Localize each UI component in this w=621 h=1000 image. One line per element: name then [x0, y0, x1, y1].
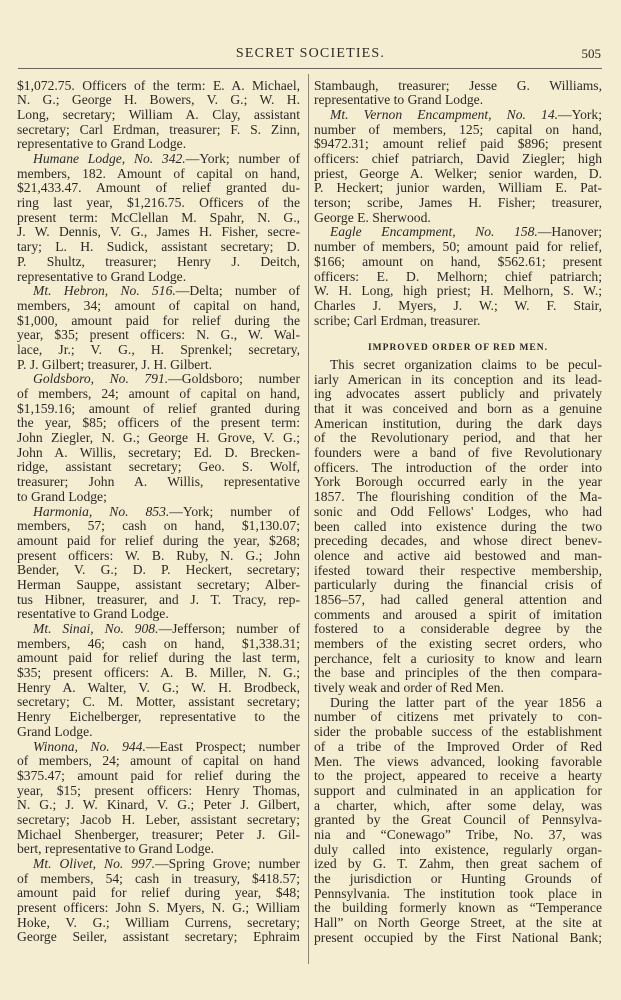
line-text: year, $15; present officers: Henry Thomas,	[17, 782, 300, 798]
text-line	[17, 842, 300, 857]
text-line	[17, 637, 300, 652]
line-text: Pennsylvania. The institution took place in	[314, 885, 602, 901]
page-number: 505	[581, 46, 601, 61]
line-text: sider the probable success of the establishment	[314, 724, 602, 740]
line-text: the jurisdiction or Hunting Grounds of	[314, 871, 602, 887]
line-text: $375.47; amount paid for relief during the	[17, 767, 300, 783]
line-text: P. J. Gilbert; treasurer, J. H. Gilbert.	[17, 356, 213, 372]
text-line	[314, 123, 602, 138]
line-text: comments and aroused a spirit of imitation	[314, 606, 602, 622]
text-line	[314, 681, 602, 696]
text-line	[314, 225, 602, 240]
line-text: sonic and Odd Fellows' Lodges, who had	[314, 503, 602, 519]
line-text: the base and principles of the then compara-	[314, 665, 602, 681]
line-text: iarly American in its conception and its lead-	[314, 371, 602, 387]
text-line	[17, 886, 300, 901]
line-text: J. W. Dennis, V. G., James H. Fisher, secre-	[17, 224, 300, 240]
text-line	[17, 416, 300, 431]
text-line	[17, 446, 300, 461]
text-line	[314, 637, 602, 652]
text-line	[17, 108, 300, 123]
text-line	[17, 710, 300, 725]
line-text: preceding decades, and whose direct benev-	[314, 533, 602, 549]
line-text: of a tribe of the Improved Order of Red	[314, 738, 602, 754]
line-text: nia and “Conewago” Tribe, No. 37, was	[314, 826, 602, 842]
line-text: priest, George A. Welker; senior warden, D.	[314, 165, 602, 181]
line-text: officers: E. D. Melhorn; chief patriarch;	[314, 268, 602, 284]
line-text: $166; amount on hand, $562.61; present	[314, 253, 602, 269]
line-text: tus Hibner, treasurer, and J. T. Tracy, rep-	[17, 591, 300, 607]
line-text: number of members, 125; capital on hand,	[314, 121, 602, 137]
line-text: P. Heckert; junior warden, William E. Pat-	[314, 180, 602, 196]
line-text: present officers: John S. Myers, N. G.; William	[17, 900, 300, 916]
line-text: ring last year, $1,216.75. Officers of the	[17, 195, 300, 211]
line-text: of members, 24; amount of capital on hand,	[17, 386, 300, 402]
text-line	[17, 387, 300, 402]
line-text: members, 57; cash on hand, $1,130.07;	[17, 518, 300, 534]
line-text: resentative to Grand Lodge.	[17, 606, 169, 622]
text-line	[17, 490, 300, 505]
paragraph	[17, 284, 300, 372]
line-text: $21,433.47. Amount of relief granted du-	[17, 180, 300, 196]
text-line	[17, 270, 300, 285]
line-text: amount paid for relief during the year, $268;	[17, 532, 300, 548]
line-text: present term: McClellan M. Spahr, N. G.,	[17, 209, 300, 225]
text-line	[314, 520, 602, 535]
line-text: During the latter part of the year 1856 a	[330, 694, 602, 710]
right-column	[314, 79, 602, 946]
line-text: a charter, which, after some delay, was	[314, 797, 602, 813]
text-line	[314, 799, 602, 814]
paragraph	[17, 152, 300, 284]
line-text: amount paid for relief during the last term,	[17, 650, 300, 666]
line-text: of the Revolutionary period, and that her	[314, 430, 602, 446]
text-line	[17, 622, 300, 637]
line-text: ing advocates assert publicly and privately	[314, 386, 602, 402]
text-line	[17, 798, 300, 813]
entry-heading: Mt. Sinai, No. 908.	[33, 621, 159, 637]
text-line	[314, 931, 602, 946]
line-text: Charles J. Myers, J. W.; W. F. Stair,	[314, 297, 602, 313]
line-text: number of citizens met privately to con-	[314, 709, 602, 725]
text-line	[314, 314, 602, 329]
text-line	[17, 152, 300, 167]
line-text: ifested toward their respective membership,	[314, 562, 602, 578]
text-line	[314, 137, 602, 152]
line-text: members of the existing secret orders, who	[314, 636, 602, 652]
paragraph	[17, 372, 300, 504]
line-text: year, $35; present officers: N. G., W. Wal-	[17, 327, 300, 343]
line-text: —Spring Grove; number	[155, 856, 301, 872]
line-text: $1,072.75. Officers of the term: E. A. Michael,	[17, 77, 300, 93]
text-line	[314, 549, 602, 564]
entry-heading: Eagle Encampment, No. 158.	[330, 224, 538, 240]
text-line	[314, 696, 602, 711]
text-line	[17, 181, 300, 196]
text-line	[314, 446, 602, 461]
text-line	[314, 608, 602, 623]
line-text: York Borough occurred early in the year	[314, 474, 602, 490]
line-text: duly called into existence, regularly organ-	[314, 841, 602, 857]
text-line	[17, 784, 300, 799]
text-line	[17, 725, 300, 740]
line-text: representative to Grand Lodge.	[17, 268, 187, 284]
paragraph	[314, 79, 602, 108]
line-text: N. G.; George H. Bowers, V. G.; W. H.	[17, 92, 300, 108]
running-header-title: SECRET SOCIETIES.	[235, 46, 386, 61]
text-line	[314, 725, 602, 740]
text-line	[314, 490, 602, 505]
text-line	[314, 534, 602, 549]
line-text: John Ziegler, N. G.; George H. Grove, V. G.;	[17, 430, 300, 446]
text-line	[17, 754, 300, 769]
line-text: This secret organization claims to be pecul-	[330, 356, 602, 372]
line-text: particularly during the financial crisis of	[314, 577, 602, 593]
line-text: $1,000, amount paid for relief during the	[17, 312, 300, 328]
line-text: secretary; C. M. Motter, assistant secretary;	[17, 694, 300, 710]
line-text: Grand Lodge.	[17, 723, 93, 739]
text-line	[17, 475, 300, 490]
text-line	[314, 887, 602, 902]
text-line	[314, 872, 602, 887]
text-line	[314, 593, 602, 608]
line-text: representative to Grand Lodge.	[17, 136, 187, 152]
text-line	[17, 578, 300, 593]
line-text: representative to Grand Lodge.	[314, 92, 484, 108]
line-text: members, 182. Amount of capital on hand,	[17, 165, 300, 181]
line-text: John A. Willis, secretary; Ed. D. Brecken-	[17, 444, 300, 460]
text-line	[314, 373, 602, 388]
line-text: Herman Sauppe, assistant secretary; Alber-	[17, 576, 300, 592]
text-line	[17, 358, 300, 373]
text-line	[314, 710, 602, 725]
line-text: W. H. Long, high priest; H. Melhorn, S. W.;	[314, 283, 602, 299]
line-text: —Jefferson; number of	[158, 621, 301, 637]
text-line	[17, 563, 300, 578]
text-line	[17, 695, 300, 710]
line-text: George E. Sherwood.	[314, 209, 431, 225]
text-line	[17, 901, 300, 916]
line-text: of members, 24; amount of capital on hand	[17, 753, 300, 769]
text-line	[314, 402, 602, 417]
line-text: founders were a band of five Revolutionary	[314, 445, 602, 461]
line-text: been called into existence during the two	[314, 518, 602, 534]
line-text: $35; present officers: A. B. Miller, N. G.;	[17, 665, 300, 681]
line-text: officers: chief patriarch, David Ziegler; high	[314, 151, 602, 167]
text-line	[17, 402, 300, 417]
text-line	[17, 299, 300, 314]
text-line	[314, 108, 602, 123]
line-text: Henry Eichelberger, representative to the	[17, 709, 300, 725]
line-text: the building formerly known as “Temperance	[314, 900, 602, 916]
line-text: Hall” on North George Street, at the site at	[314, 915, 602, 931]
text-line	[314, 255, 602, 270]
line-text: $9472.31; amount relief paid $896; present	[314, 136, 602, 152]
text-line	[17, 196, 300, 211]
text-line	[314, 916, 602, 931]
line-text: of members, 54; cash in treasury, $418.57;	[17, 870, 300, 886]
text-line	[314, 387, 602, 402]
text-line	[314, 857, 602, 872]
text-line	[314, 475, 602, 490]
text-line	[17, 740, 300, 755]
entry-heading: Mt. Hebron, No. 516.	[33, 283, 176, 299]
line-text: lace, Jr.; V. G., H. Sprenkel; secretary,	[17, 341, 300, 357]
text-line	[17, 240, 300, 255]
line-text: members, 46; cash on hand, $1,338.31;	[17, 635, 300, 651]
line-text: treasurer; John A. Willis, representative	[17, 474, 300, 490]
text-line	[17, 343, 300, 358]
line-text: terson; scribe, James H. Fisher; treasurer,	[314, 195, 602, 211]
section-heading: IMPROVED ORDER OF RED MEN.	[367, 343, 549, 354]
text-line	[17, 431, 300, 446]
line-text: 1857. The flourishing condition of the Ma-	[314, 489, 602, 505]
line-text: Men. The views advanced, looking favorable	[314, 753, 602, 769]
text-line	[17, 666, 300, 681]
line-text: bert, representative to Grand Lodge.	[17, 841, 215, 857]
text-line	[314, 622, 602, 637]
text-line	[314, 784, 602, 799]
line-text: ridge, assistant secretary; Geo. S. Wolf,	[17, 459, 300, 475]
text-line	[314, 578, 602, 593]
text-line	[314, 666, 602, 681]
entry-heading: Winona, No. 944.	[33, 738, 146, 754]
text-line	[17, 225, 300, 240]
entry-heading: Humane Lodge, No. 342.	[33, 151, 186, 167]
text-line	[314, 740, 602, 755]
text-line	[314, 240, 602, 255]
paragraph	[17, 857, 300, 945]
line-text: present officers: W. B. Ruby, N. G.; John	[17, 547, 300, 563]
text-line	[17, 460, 300, 475]
text-line	[314, 461, 602, 476]
line-text: $1,159.16; amount of relief granted during	[17, 400, 300, 416]
line-text: to Grand Lodge;	[17, 488, 107, 504]
text-line	[17, 930, 300, 945]
line-text: Long, secretary; William A. Clay, assistant	[17, 106, 300, 122]
text-line	[314, 93, 602, 108]
paragraph	[17, 622, 300, 740]
text-line	[314, 813, 602, 828]
paragraph	[314, 225, 602, 328]
text-line	[314, 755, 602, 770]
text-line	[17, 123, 300, 138]
text-line	[17, 167, 300, 182]
line-text: N. G.; J. W. Kinard, V. G.; Peter J. Gilbert,	[17, 797, 300, 813]
text-line	[17, 607, 300, 622]
text-line	[314, 505, 602, 520]
text-line	[314, 79, 602, 94]
paragraph	[17, 79, 300, 152]
text-line	[17, 857, 300, 872]
line-text: 1856–57, had called general attention and	[314, 591, 602, 607]
text-line	[314, 431, 602, 446]
line-text: —East Prospect; number	[145, 738, 300, 754]
text-line	[314, 196, 602, 211]
line-text: scribe; Carl Erdman, treasurer.	[314, 312, 481, 328]
line-text: —York;	[558, 106, 602, 122]
line-text: secretary; Jacob H. Leber, assistant secretary;	[17, 811, 300, 827]
text-line	[17, 593, 300, 608]
text-line	[314, 417, 602, 432]
left-column	[17, 79, 300, 946]
paragraph	[17, 740, 300, 858]
text-line	[17, 211, 300, 226]
header-rule	[18, 68, 602, 69]
line-text: Bender, V. G.; D. P. Heckert, secretary;	[17, 562, 300, 578]
line-text: George Seiler, assistant secretary; Ephraim	[17, 929, 300, 945]
line-text: —Delta; number of	[175, 283, 300, 299]
line-text: —Goldsboro; number	[168, 371, 300, 387]
text-line	[314, 769, 602, 784]
entry-heading: Mt. Olivet, No. 997.	[33, 856, 155, 872]
text-line	[17, 769, 300, 784]
text-line	[314, 211, 602, 226]
text-line	[17, 916, 300, 931]
line-text: fostered to a considerable degree by the	[314, 621, 602, 637]
text-line	[17, 255, 300, 270]
line-text: —York; number of	[185, 151, 300, 167]
paragraph	[314, 108, 602, 226]
text-line	[314, 152, 602, 167]
text-line	[314, 901, 602, 916]
line-text: support and culminated in an application for	[314, 782, 602, 798]
line-text: ized by G. T. Zahm, then great sachem of	[314, 856, 602, 872]
line-text: tively weak and order of Red Men.	[314, 680, 504, 696]
text-line	[17, 93, 300, 108]
text-line	[17, 519, 300, 534]
line-text: P. Shultz, treasurer; Henry J. Deitch,	[17, 253, 300, 269]
entry-heading: Harmonia, No. 853.	[33, 503, 170, 519]
line-text: that it was conceived and born as a genuine	[314, 401, 602, 417]
text-line	[314, 181, 602, 196]
line-text: number of members, 50; amount paid for relief,	[314, 239, 602, 255]
text-line	[17, 79, 300, 94]
text-line	[314, 284, 602, 299]
column-divider	[308, 74, 309, 964]
line-text: —York; number of	[169, 503, 301, 519]
text-line	[314, 167, 602, 182]
text-line	[17, 828, 300, 843]
line-text: granted by the Great Council of Pennsylva-	[314, 812, 602, 828]
line-text: Michael Shenberger, treasurer; Peter J. Gil-	[17, 826, 300, 842]
line-text: Stambaugh, treasurer; Jesse G. Williams,	[314, 77, 602, 93]
line-text: olence and active aid bestowed and man-	[314, 547, 602, 563]
line-text: —Hanover;	[537, 224, 602, 240]
text-line	[17, 813, 300, 828]
text-line	[314, 652, 602, 667]
text-line	[17, 534, 300, 549]
line-text: perchance, felt a curiosity to know and learn	[314, 650, 602, 666]
text-line	[314, 843, 602, 858]
line-text: members, 34; amount of capital on hand,	[17, 297, 300, 313]
text-line	[17, 549, 300, 564]
line-text: Henry A. Walter, V. G.; W. H. Brodbeck,	[17, 679, 300, 695]
entry-heading: Goldsboro, No. 791.	[33, 371, 169, 387]
line-text: amount paid for relief during year, $48;	[17, 885, 300, 901]
text-line	[17, 372, 300, 387]
text-line	[314, 299, 602, 314]
text-line	[314, 358, 602, 373]
text-line	[17, 137, 300, 152]
text-line	[17, 328, 300, 343]
paragraph	[17, 505, 300, 623]
text-line	[17, 681, 300, 696]
text-line	[314, 270, 602, 285]
line-text: to the project, appeared to receive a hearty	[314, 768, 602, 784]
text-line	[314, 564, 602, 579]
line-text: Hoke, V. G.; William Currens, secretary;	[17, 914, 300, 930]
paragraph	[314, 696, 602, 946]
paragraph	[314, 358, 602, 696]
line-text: secretary; Carl Erdman, treasurer; F. S. Zinn,	[17, 121, 300, 137]
line-text: tary; L. H. Sudick, assistant secretary; D.	[17, 239, 300, 255]
entry-heading: Mt. Vernon Encampment, No. 14.	[330, 106, 559, 122]
text-line	[17, 284, 300, 299]
line-text: present occupied by the First National Bank;	[314, 929, 602, 945]
line-text: the year, $85; officers of the present term:	[17, 415, 300, 431]
text-line	[17, 872, 300, 887]
text-line	[17, 651, 300, 666]
line-text: American institution, during the dark days	[314, 415, 602, 431]
text-line	[17, 505, 300, 520]
line-text: officers. The introduction of the order into	[314, 459, 602, 475]
text-line	[314, 828, 602, 843]
text-line	[17, 314, 300, 329]
